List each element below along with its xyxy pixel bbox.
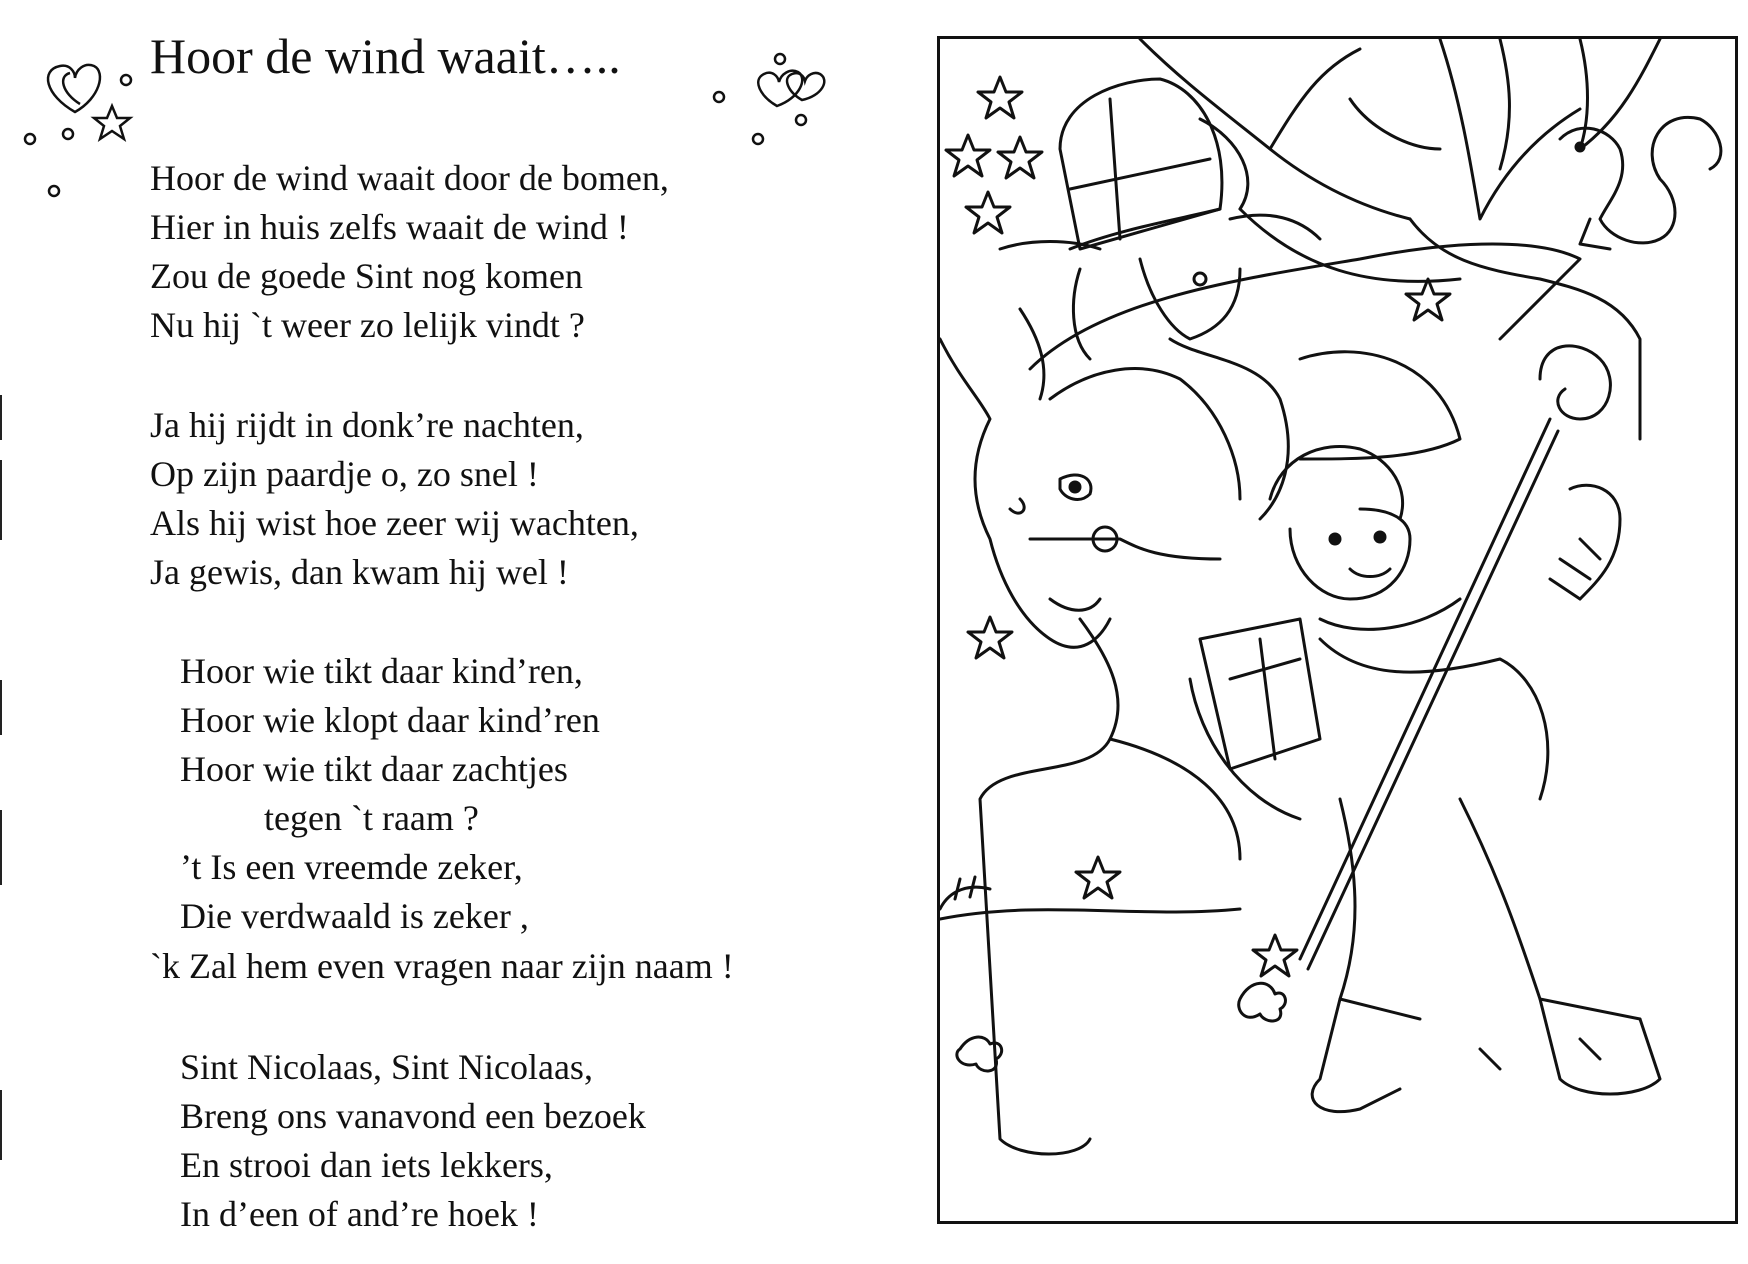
heart-icon — [758, 71, 802, 106]
circle-icon — [121, 75, 131, 85]
poem-line: ’t Is een vreemde zeker, — [180, 847, 523, 887]
poem-line: `k Zal hem even vragen naar zijn naam ! — [150, 946, 734, 986]
star-icon — [1076, 857, 1120, 898]
star-icon — [978, 77, 1022, 118]
star-icon — [998, 137, 1042, 178]
poem-line: Sint Nicolaas, Sint Nicolaas, — [180, 1047, 593, 1087]
heart-icon — [48, 65, 100, 112]
star-icon — [968, 617, 1012, 658]
star-icon — [1406, 279, 1450, 320]
star-icon — [966, 192, 1010, 233]
poem-line: Hoor wie klopt daar kind’ren — [180, 700, 600, 740]
circle-icon — [753, 134, 763, 144]
poem-line: En strooi dan iets lekkers, — [180, 1145, 553, 1185]
poem-line: In d’een of and’re hoek ! — [180, 1194, 539, 1234]
zwarte-piet-icon — [1200, 352, 1660, 1112]
circle-icon — [49, 186, 59, 196]
horse-icon — [940, 309, 1300, 1154]
star-icon — [94, 106, 130, 139]
poem-line: Hoor de wind waait door de bomen, — [150, 158, 669, 198]
leaf-icon — [957, 983, 1286, 1071]
poem-line: Hoor wie tikt daar zachtjes — [180, 749, 568, 789]
poem-line: Zou de goede Sint nog komen — [150, 256, 583, 296]
poem-line: Ja hij rijdt in donk’re nachten, — [150, 405, 584, 445]
coloring-illustration — [937, 36, 1738, 1224]
poem-line: tegen `t raam ? — [264, 798, 479, 838]
poem-title: Hoor de wind waait….. — [150, 28, 621, 84]
poem-line: Hoor wie tikt daar kind’ren, — [180, 651, 583, 691]
poem-line: Nu hij `t weer zo lelijk vindt ? — [150, 305, 585, 345]
poem-line: Breng ons vanavond een bezoek — [180, 1096, 646, 1136]
poem-line: Op zijn paardje o, zo snel ! — [150, 454, 539, 494]
scan-edge-mark — [0, 395, 2, 440]
circle-icon — [796, 115, 806, 125]
poem-line: Als hij wist hoe zeer wij wachten, — [150, 503, 639, 543]
sinterklaas-icon — [1000, 79, 1580, 519]
poem-line: Ja gewis, dan kwam hij wel ! — [150, 552, 569, 592]
circle-icon — [25, 134, 35, 144]
star-icon — [1253, 935, 1297, 976]
poem-line: Die verdwaald is zeker , — [180, 896, 529, 936]
scan-edge-mark — [0, 680, 2, 735]
circle-icon — [775, 54, 785, 64]
scan-edge-mark — [0, 460, 2, 540]
poem-line: Hier in huis zelfs waait de wind ! — [150, 207, 629, 247]
circle-icon — [714, 92, 724, 102]
star-icon — [946, 135, 990, 176]
scan-edge-mark — [0, 810, 2, 885]
scan-edge-mark — [0, 1090, 2, 1160]
circle-icon — [63, 129, 73, 139]
